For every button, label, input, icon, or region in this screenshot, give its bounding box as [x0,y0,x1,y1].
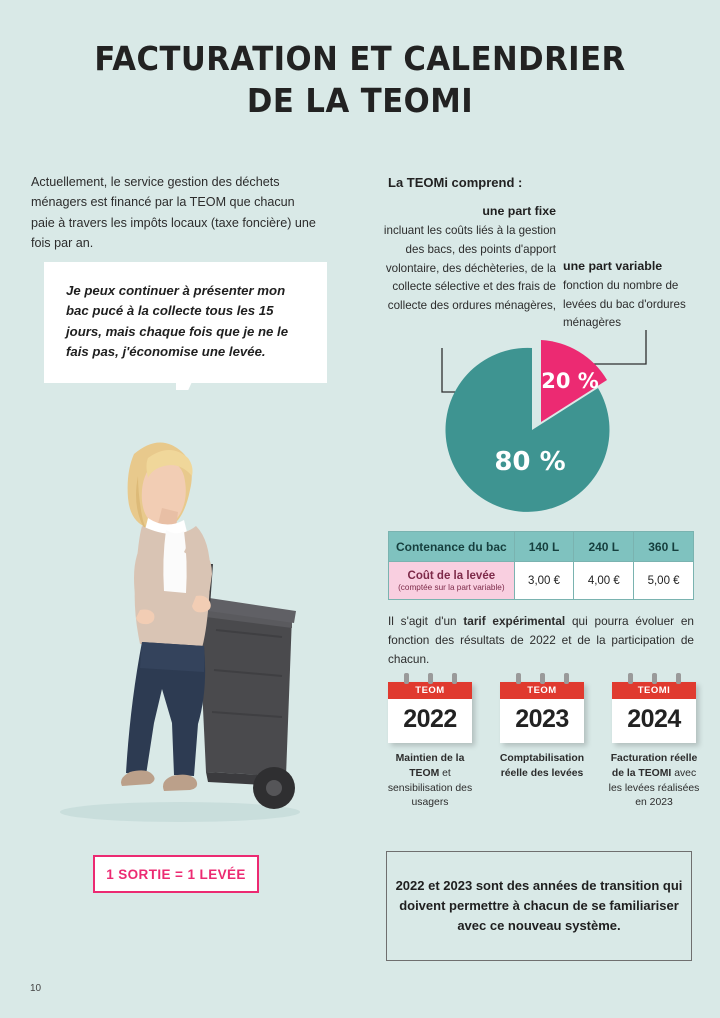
table-cell-price-360: 5,00 € [634,562,694,600]
intro-paragraph: Actuellement, le service gestion des déchets ménagers est financé par la TEOM que chacun paie à travers les impôts locaux (taxe foncière) une fois par an. [31,175,316,251]
part-fixe-title: une part fixe [482,204,556,218]
price-table [388,531,694,600]
calendar-caption-rest-2024: avec les levées réalisées en 2023 [608,767,700,809]
photo-woman-with-bin [30,390,340,830]
tarif-bold: tarif expérimental [463,614,566,628]
tarif-before: Il s'agit d'un [388,614,464,628]
calendar-tag-label-2023: TEOM [527,685,557,696]
pie-label-20: 20 % [541,369,599,393]
calendar-tag-label-2024: TEOMI [637,685,671,696]
page-number: 10 [30,983,42,994]
calendar-caption-bold-2023: Comptabilisation réelle des levées [499,753,585,779]
status-badge-sortie-levee: 1 SORTIE = 1 LEVÉE [93,855,259,893]
calendar-tag-2024 [612,682,696,699]
part-variable-body: fonction du nombre de levées du bac d'ordures ménagères [563,279,686,330]
table-cell-cout-levee [389,562,515,600]
teomi-heading: La TEOMi comprend : [388,175,523,190]
transition-note-box [386,851,692,961]
part-variable-title: une part variable [563,259,663,273]
calendar-tag-2023 [500,682,584,699]
calendar-timeline [380,676,700,836]
pie-label-80: 80 % [494,447,566,477]
calendar-rings-2023 [500,677,584,685]
page-title [25,38,695,122]
calendar-year-2022: 2022 [403,705,457,733]
calendar-2024 [608,682,700,811]
table-cell-240: 240 L [574,532,634,562]
tarif-after: qui pourra évoluer en fonction des résultats de 2022 et de la participation de chacun. [388,614,694,666]
calendar-card-2023 [500,682,584,743]
part-fixe-body: incluant les coûts liés à la gestion des bacs, des points d'apport volontaire, des déchèteries, de la collecte sélective et des frais de collecte des ordures ménagères, [383,224,556,313]
page-title-line1: FACTURATION ET CALENDRIER [94,39,626,78]
calendar-card-2022 [388,682,472,743]
cout-levee-label: Coût de la levée [407,569,496,582]
calendar-rings-2024 [612,677,696,685]
calendar-caption-2023 [492,752,592,782]
calendar-2023 [500,682,584,782]
tarif-paragraph [388,612,694,669]
calendar-caption-2024 [604,752,704,811]
speech-bubble: Je peux continuer à présenter mon bac pucé à la collecte tous les 15 jours, mais chaque fois que je ne le fais pas, j'économise une levée. [44,262,327,383]
table-row-header [389,532,694,562]
table-cell-360: 360 L [634,532,694,562]
table-cell-contenance: Contenance du bac [389,532,515,562]
calendar-card-2024 [612,682,696,743]
pie-chart [432,330,642,515]
cout-levee-sublabel: (comptée sur la part variable) [398,582,505,592]
calendar-tag-label-2022: TEOM [415,685,445,696]
calendar-2022 [388,682,472,811]
calendar-caption-rest-2022: et sensibilisation des usagers [387,767,473,809]
table-cell-price-240: 4,00 € [574,562,634,600]
table-cell-140: 140 L [514,532,574,562]
calendar-tag-2022 [388,682,472,699]
calendar-year-2023: 2023 [515,705,569,733]
table-cell-price-140: 3,00 € [514,562,574,600]
calendar-caption-bold-2022: Maintien de la TEOM [395,753,465,779]
transition-note-text: 2022 et 2023 sont des années de transition qui doivent permettre à chacun de se familiariser avec ce nouveau système. [395,877,683,934]
calendar-rings-2022 [388,677,472,685]
calendar-caption-bold-2024: Facturation réelle de la TEOMI [610,753,698,779]
calendar-year-2024: 2024 [627,705,681,733]
page-title-line2: DE LA TEOMI [246,81,474,121]
calendar-caption-2022 [380,752,480,811]
table-row-price [389,562,694,600]
